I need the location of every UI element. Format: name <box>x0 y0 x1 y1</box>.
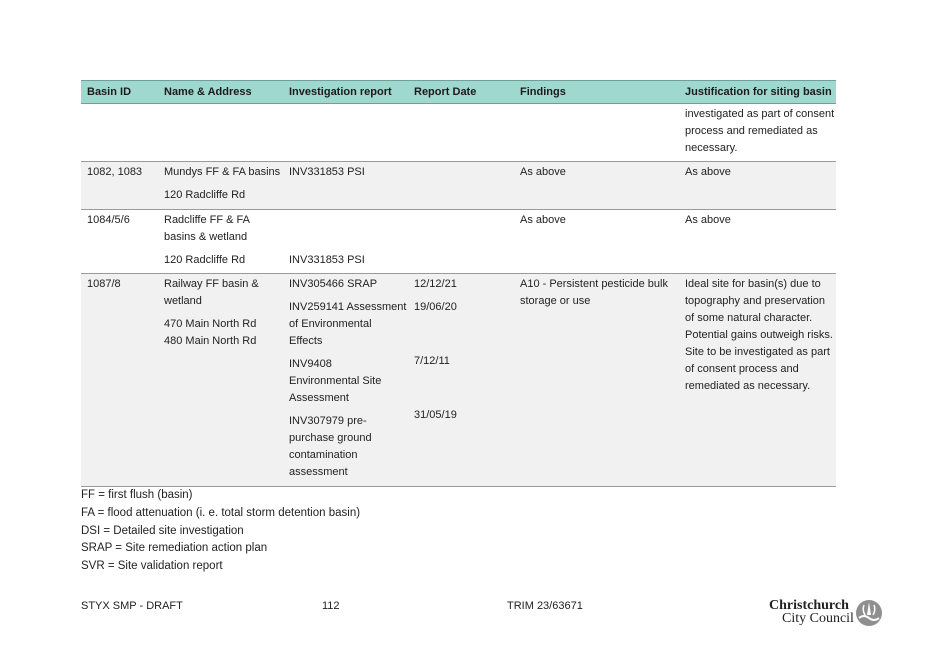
footer-page-number: 112 <box>322 600 340 612</box>
cell-justification: investigated as part of consent process and remediated as necessary. <box>679 104 836 162</box>
header-name-address: Name & Address <box>158 81 283 104</box>
abbreviation-legend <box>81 487 360 576</box>
cell-dates <box>408 210 514 274</box>
table-row <box>81 274 836 487</box>
cell-justification: Ideal site for basin(s) due to topography and preservation of some natural character. Potential gains outweigh risks. Site to be investigated as part of consent process and remediated as necessary. <box>679 274 836 487</box>
header-justification: Justification for siting basin <box>679 81 836 104</box>
legend-item: FF = first flush (basin) <box>81 489 193 501</box>
table-row <box>81 104 836 162</box>
cell-name <box>158 210 283 274</box>
basin-name: Radcliffe FF & FA basins & wetland <box>164 214 250 243</box>
cell-findings: A10 - Persistent pesticide bulk storage or use <box>514 274 679 487</box>
legend-item: SVR = Site validation report <box>81 560 223 573</box>
report-item: INV331853 PSI <box>289 166 365 178</box>
footer-doc-title: STYX SMP - DRAFT <box>81 600 183 612</box>
cell-dates <box>408 162 514 210</box>
basin-table <box>81 80 836 487</box>
cell-justification: As above <box>679 210 836 274</box>
legend-item: DSI = Detailed site investigation <box>81 524 244 537</box>
report-date: 31/05/19 <box>414 409 457 421</box>
cell-basin-id: 1082, 1083 <box>81 162 158 210</box>
report-item: INV9408 Environmental Site Assessment <box>289 358 382 404</box>
cell-basin-id: 1084/5/6 <box>81 210 158 274</box>
report-date: 7/12/11 <box>414 355 450 367</box>
header-report-date: Report Date <box>408 81 514 104</box>
report-item: INV307979 pre-purchase ground contamination assessment <box>289 415 372 478</box>
header-basin-id: Basin ID <box>81 81 158 104</box>
legend-item: FA = flood attenuation (i. e. total storm detention basin) <box>81 506 361 519</box>
cell-reports <box>283 162 408 210</box>
cell-reports <box>283 274 408 487</box>
basin-address: 480 Main North Rd <box>164 335 257 347</box>
report-item: INV259141 Assessment of Environmental Effects <box>289 301 407 347</box>
cell-justification: As above <box>679 162 836 210</box>
basin-address: 120 Radcliffe Rd <box>164 189 246 201</box>
cell-findings <box>514 104 679 162</box>
table-row <box>81 210 836 274</box>
table-header-row <box>81 81 836 104</box>
legend-item: SRAP = Site remediation action plan <box>81 542 268 555</box>
report-date: 19/06/20 <box>414 301 457 313</box>
cell-dates <box>408 274 514 487</box>
report-date: 12/12/21 <box>414 278 457 290</box>
cell-basin-id <box>81 104 158 162</box>
basin-name: Mundys FF & FA basins <box>164 166 281 178</box>
cell-name <box>158 104 283 162</box>
cell-dates <box>408 104 514 162</box>
report-item: INV331853 PSI <box>289 254 365 266</box>
report-item: INV305466 SRAP <box>289 278 378 290</box>
council-emblem-icon <box>855 599 883 627</box>
cell-name <box>158 274 283 487</box>
cell-name <box>158 162 283 210</box>
cell-findings: As above <box>514 210 679 274</box>
cell-findings: As above <box>514 162 679 210</box>
basin-address: 120 Radcliffe Rd <box>164 254 246 266</box>
header-findings: Findings <box>514 81 679 104</box>
basin-address: 470 Main North Rd <box>164 318 257 330</box>
logo-line2: City Council <box>782 611 854 626</box>
header-investigation-report: Investigation report <box>283 81 408 104</box>
basin-name: Railway FF basin & wetland <box>164 278 259 307</box>
council-logo <box>769 599 884 627</box>
footer-trim-ref: TRIM 23/63671 <box>507 600 583 612</box>
cell-reports <box>283 104 408 162</box>
table-row <box>81 162 836 210</box>
logo-line1: Christchurch <box>769 598 849 613</box>
cell-basin-id: 1087/8 <box>81 274 158 487</box>
cell-reports <box>283 210 408 274</box>
